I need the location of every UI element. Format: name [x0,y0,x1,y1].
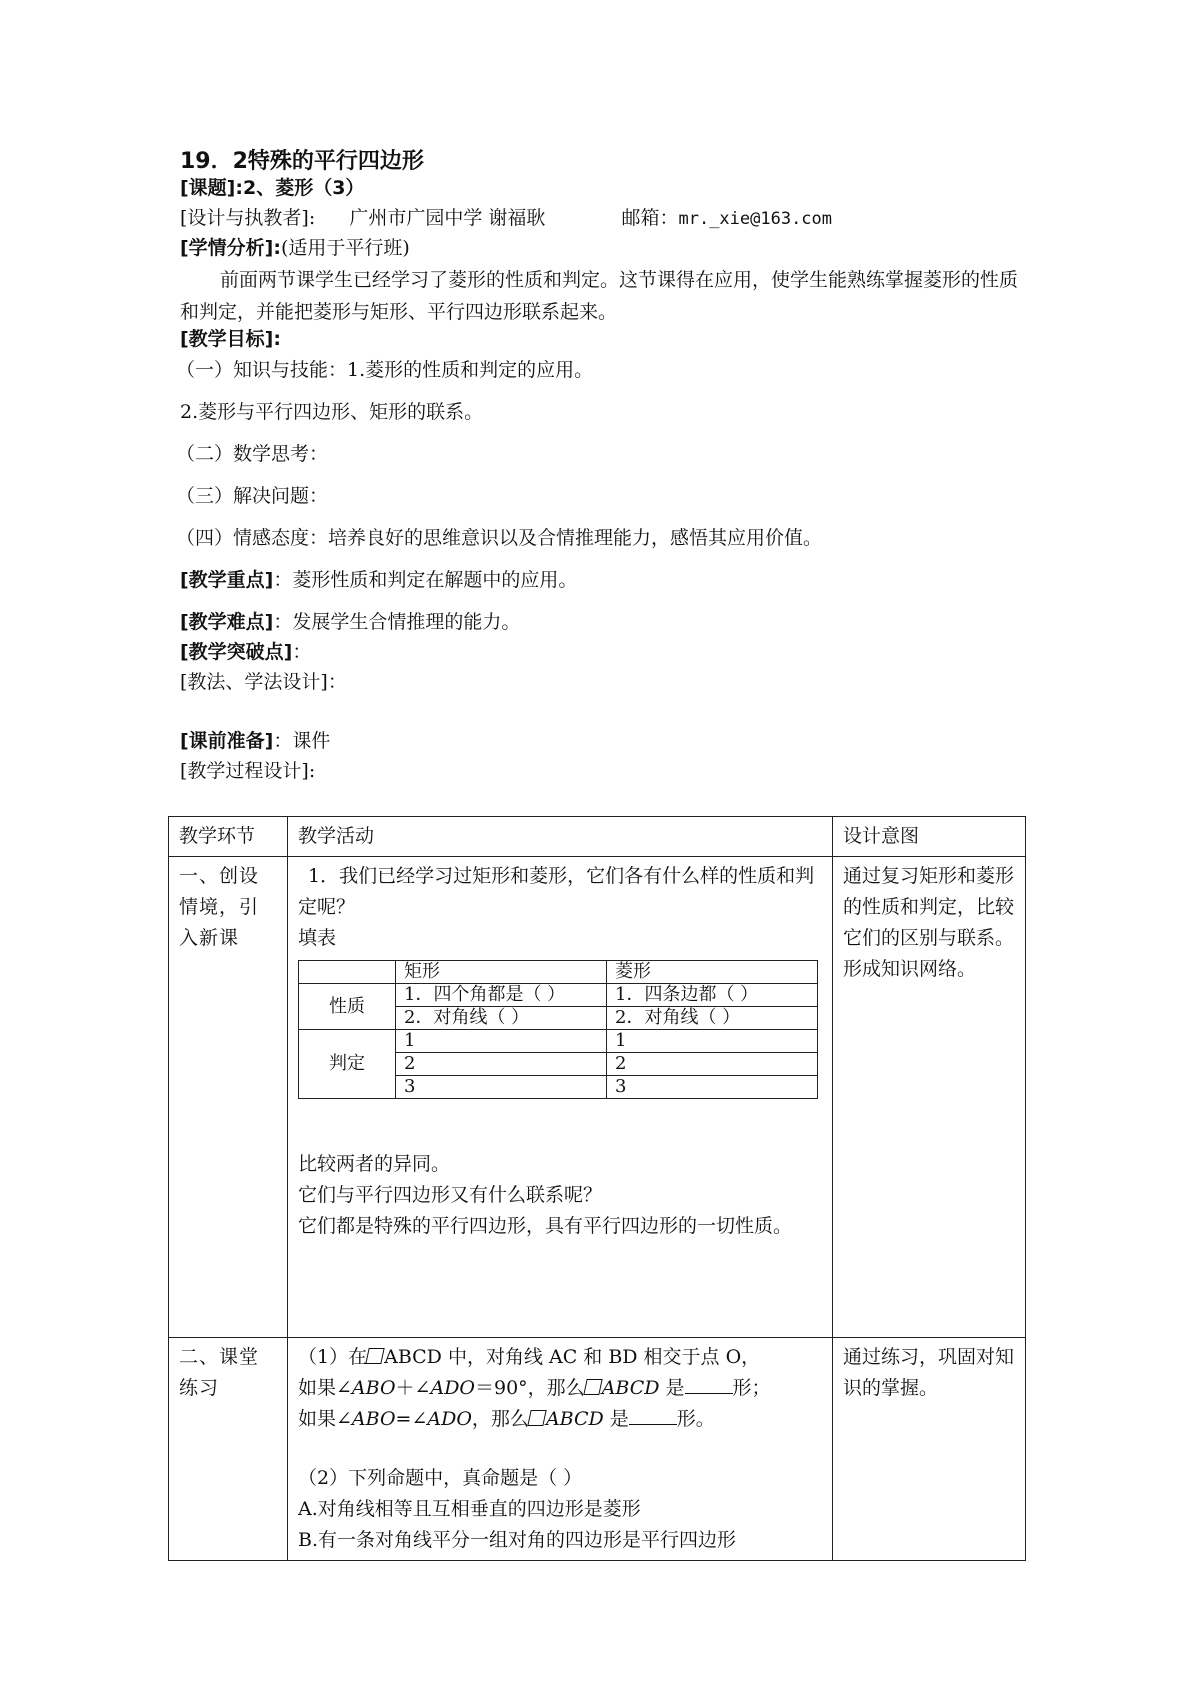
rhombus-property-1: 1．四条边都（ ） [607,984,818,1007]
rect-judgement-1: 1 [396,1030,607,1053]
comparison-table [298,960,818,1099]
header-stage: 教学环节 [169,817,288,857]
activity-cell [288,1338,833,1561]
rect-judgement-2: 2 [396,1053,607,1076]
compare-text: 比较两者的异同。 [298,1153,451,1175]
answer-blank [685,1375,733,1394]
rhombus-judgement-3: 3 [607,1076,818,1099]
col-rectangle: 矩形 [396,961,607,984]
rhombus-judgement-2: 2 [607,1053,818,1076]
parallelogram-icon [527,1410,546,1426]
intent-cell: 通过复习矩形和菱形的性质和判定，比较它们的区别与联系。形成知识网络。 [833,857,1026,1338]
exercise-1-case-b: 如果∠ABO=∠ADO，那么 ABCD 是 形。 [298,1408,715,1430]
col-rhombus: 菱形 [607,961,818,984]
objective-item: （三）解决问题： [176,485,329,507]
objective-item: 2.菱形与平行四边形、矩形的联系。 [180,401,484,423]
process-label: [教学过程设计]: [180,760,316,782]
parallelogram-icon [365,1348,384,1364]
topic-label: [课题]: [180,177,243,199]
designer-line [180,204,832,233]
objectives-label: [教学目标]: [180,328,281,350]
key-point-label: [教学重点] [180,569,274,591]
rhombus-judgement-1: 1 [607,1030,818,1053]
relation-answer: 它们都是特殊的平行四边形，具有平行四边形的一切性质。 [298,1215,793,1237]
corner-cell [299,961,396,984]
objective-item: （四）情感态度：培养良好的思维意识以及合情推理能力，感悟其应用价值。 [176,527,823,549]
exercise-1: （1）在 ABCD 中，对角线 AC 和 BD 相交于点 O， [298,1346,761,1368]
difficulty-line [180,608,520,636]
intent-cell: 通过练习，巩固对知识的掌握。 [833,1338,1026,1561]
rect-property-2: 2．对角线（ ） [396,1007,607,1030]
key-point-text: ：菱形性质和判定在解题中的应用。 [273,569,578,591]
process-table [168,816,1026,1561]
exercise-1-case-a: 如果∠ABO＋∠ADO＝90°，那么 ABCD 是 形； [298,1377,771,1399]
rhombus-property-2: 2．对角线（ ） [607,1007,818,1030]
objective-item: （二）数学思考： [176,443,329,465]
email-value: mr._xie@163.com [678,209,833,229]
header-activity: 教学活动 [288,817,833,857]
preparation-line [180,727,330,755]
option-b: B.有一条对角线平分一组对角的四边形是平行四边形 [298,1529,737,1551]
stage-cell: 二、课堂练习 [169,1338,288,1561]
analysis-note: (适用于平行班) [280,237,410,259]
rect-property-1: 1．四个角都是（ ） [396,984,607,1007]
judgement-label: 判定 [299,1030,396,1099]
table-row [169,857,1026,1338]
answer-blank [629,1406,677,1425]
page-title: 19．2特殊的平行四边形 [180,149,424,174]
activity-cell [288,857,833,1338]
analysis-label: [学情分析]: [180,237,281,259]
topic-value: 2、菱形（3） [242,177,365,199]
analysis-line [180,234,410,262]
key-point-line [180,566,577,594]
analysis-text: 前面两节课学生已经学习了菱形的性质和判定。这节课得在应用，使学生能熟练掌握菱形的性质和判定，并能把菱形与矩形、平行四边形联系起来。 [180,269,1019,323]
table-header-row [169,817,1026,857]
table-row [169,1338,1026,1561]
relation-question: 它们与平行四边形又有什么联系呢？ [298,1184,603,1206]
rect-judgement-3: 3 [396,1076,607,1099]
designer-label: [设计与执教者]: [180,207,316,229]
preparation-text: ：课件 [273,730,331,752]
breakthrough-label: [教学突破点] [180,641,293,663]
stage-cell: 一、创设情境，引入新课 [169,857,288,1338]
designer-value: 广州市广园中学 谢福耿 [349,207,546,229]
breakthrough-line [180,638,311,666]
breakthrough-text: ： [292,641,312,663]
question-1: 1．我们已经学习过矩形和菱形，它们各有什么样的性质和判定呢？ [298,865,815,918]
difficulty-text: ：发展学生合情推理的能力。 [273,611,521,633]
objective-item: （一）知识与技能：1.菱形的性质和判定的应用。 [176,359,594,381]
fill-table-label: 填表 [298,927,337,949]
methods-line: [教法、学法设计]： [180,671,347,693]
option-a: A.对角线相等且互相垂直的四边形是菱形 [298,1498,641,1520]
email-label: 邮箱： [621,207,679,229]
header-intent: 设计意图 [833,817,1026,857]
preparation-label: [课前准备] [180,730,274,752]
property-label: 性质 [299,984,396,1030]
exercise-2: （2）下列命题中，真命题是（ ） [298,1467,583,1489]
difficulty-label: [教学难点] [180,611,274,633]
parallelogram-icon [583,1379,602,1395]
topic-line [180,174,364,202]
